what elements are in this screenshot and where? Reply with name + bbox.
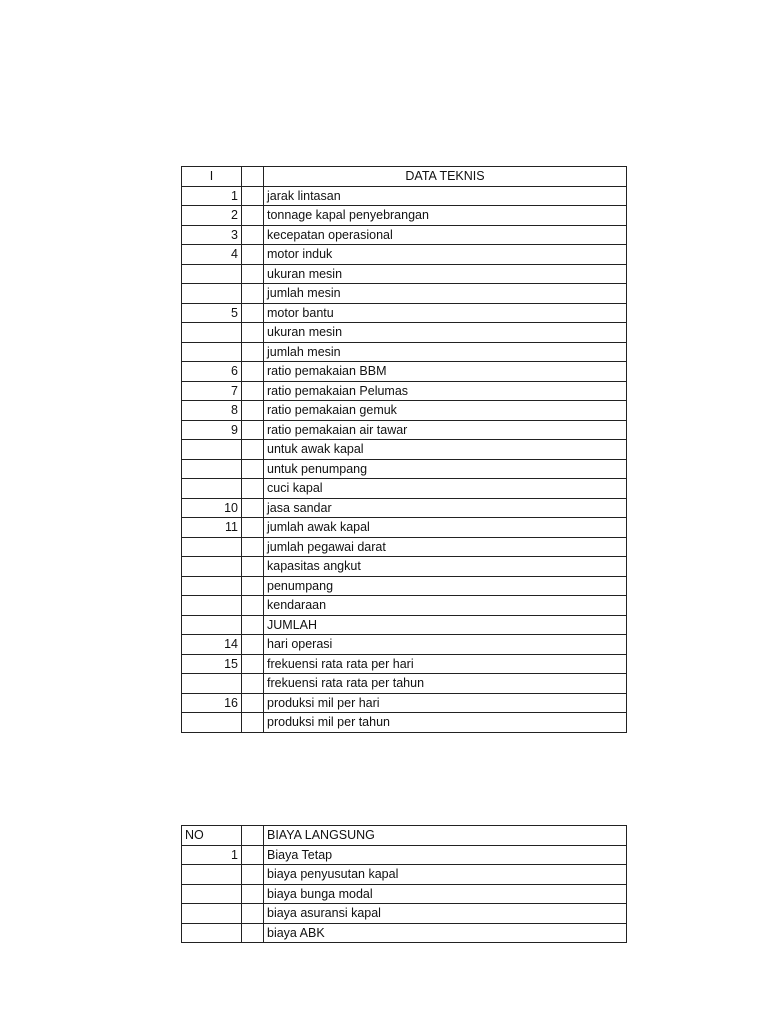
row-number: [182, 923, 242, 943]
header-section-title: BIAYA LANGSUNG: [264, 826, 627, 846]
row-number: [182, 557, 242, 577]
row-item: jasa sandar: [264, 498, 627, 518]
row-item: ratio pemakaian Pelumas: [264, 381, 627, 401]
blank-cell: [242, 303, 264, 323]
table-header-row: [182, 167, 627, 187]
row-item: jarak lintasan: [264, 186, 627, 206]
blank-cell: [242, 186, 264, 206]
blank-cell: [242, 845, 264, 865]
table-row: [182, 537, 627, 557]
row-number: [182, 264, 242, 284]
blank-cell: [242, 713, 264, 733]
row-number: [182, 537, 242, 557]
blank-cell: [242, 420, 264, 440]
row-item: frekuensi rata rata per tahun: [264, 674, 627, 694]
row-item: cuci kapal: [264, 479, 627, 499]
row-number: 9: [182, 420, 242, 440]
blank-cell: [242, 518, 264, 538]
row-item: ukuran mesin: [264, 264, 627, 284]
blank-cell: [242, 381, 264, 401]
table-row: [182, 303, 627, 323]
row-number: 8: [182, 401, 242, 421]
header-section-number: I: [182, 167, 242, 187]
row-item: penumpang: [264, 576, 627, 596]
row-item: jumlah pegawai darat: [264, 537, 627, 557]
row-number: [182, 615, 242, 635]
table-row: [182, 884, 627, 904]
row-number: [182, 674, 242, 694]
table-row: [182, 225, 627, 245]
header-blank-cell: [242, 167, 264, 187]
blank-cell: [242, 693, 264, 713]
blank-cell: [242, 557, 264, 577]
row-number: 1: [182, 845, 242, 865]
blank-cell: [242, 904, 264, 924]
row-item: ratio pemakaian air tawar: [264, 420, 627, 440]
blank-cell: [242, 923, 264, 943]
row-item: biaya asuransi kapal: [264, 904, 627, 924]
row-number: [182, 323, 242, 343]
row-item: kendaraan: [264, 596, 627, 616]
table-row: [182, 557, 627, 577]
blank-cell: [242, 865, 264, 885]
blank-cell: [242, 884, 264, 904]
table-row: [182, 420, 627, 440]
row-number: [182, 440, 242, 460]
row-number: 7: [182, 381, 242, 401]
row-item: ratio pemakaian gemuk: [264, 401, 627, 421]
row-item: kapasitas angkut: [264, 557, 627, 577]
table-row: [182, 845, 627, 865]
row-number: 5: [182, 303, 242, 323]
table-row: [182, 459, 627, 479]
blank-cell: [242, 615, 264, 635]
row-item: JUMLAH: [264, 615, 627, 635]
row-item: biaya bunga modal: [264, 884, 627, 904]
table-row: [182, 576, 627, 596]
blank-cell: [242, 674, 264, 694]
table-row: [182, 440, 627, 460]
table-row: [182, 693, 627, 713]
blank-cell: [242, 537, 264, 557]
row-number: [182, 865, 242, 885]
header-no: NO: [182, 826, 242, 846]
row-number: 6: [182, 362, 242, 382]
table-row: [182, 186, 627, 206]
row-item: jumlah awak kapal: [264, 518, 627, 538]
row-number: [182, 904, 242, 924]
table-row: [182, 381, 627, 401]
blank-cell: [242, 479, 264, 499]
row-number: 4: [182, 245, 242, 265]
row-number: 11: [182, 518, 242, 538]
row-item: produksi mil per tahun: [264, 713, 627, 733]
row-item: produksi mil per hari: [264, 693, 627, 713]
row-item: biaya penyusutan kapal: [264, 865, 627, 885]
table-row: [182, 518, 627, 538]
table-row: [182, 206, 627, 226]
table-row: [182, 245, 627, 265]
row-number: 1: [182, 186, 242, 206]
table-row: [182, 635, 627, 655]
row-number: 10: [182, 498, 242, 518]
biaya-langsung-table: [181, 825, 627, 943]
row-item: hari operasi: [264, 635, 627, 655]
header-blank-cell: [242, 826, 264, 846]
blank-cell: [242, 459, 264, 479]
row-number: [182, 713, 242, 733]
blank-cell: [242, 225, 264, 245]
row-number: [182, 576, 242, 596]
blank-cell: [242, 264, 264, 284]
row-number: 16: [182, 693, 242, 713]
row-item: untuk awak kapal: [264, 440, 627, 460]
blank-cell: [242, 401, 264, 421]
row-number: [182, 596, 242, 616]
row-item: tonnage kapal penyebrangan: [264, 206, 627, 226]
table-row: [182, 401, 627, 421]
blank-cell: [242, 323, 264, 343]
blank-cell: [242, 654, 264, 674]
row-item: frekuensi rata rata per hari: [264, 654, 627, 674]
table-row: [182, 923, 627, 943]
table-row: [182, 615, 627, 635]
row-number: [182, 884, 242, 904]
table-header-row: [182, 826, 627, 846]
row-number: [182, 459, 242, 479]
row-number: 2: [182, 206, 242, 226]
table-row: [182, 713, 627, 733]
header-section-title: DATA TEKNIS: [264, 167, 627, 187]
row-item: jumlah mesin: [264, 342, 627, 362]
blank-cell: [242, 362, 264, 382]
blank-cell: [242, 245, 264, 265]
table-row: [182, 674, 627, 694]
row-item: kecepatan operasional: [264, 225, 627, 245]
table-row: [182, 342, 627, 362]
blank-cell: [242, 498, 264, 518]
row-item: ratio pemakaian BBM: [264, 362, 627, 382]
table-row: [182, 596, 627, 616]
row-item: biaya ABK: [264, 923, 627, 943]
blank-cell: [242, 596, 264, 616]
table-row: [182, 323, 627, 343]
data-teknis-table: [181, 166, 627, 733]
row-number: 15: [182, 654, 242, 674]
table-row: [182, 362, 627, 382]
table-row: [182, 654, 627, 674]
row-item: motor induk: [264, 245, 627, 265]
row-number: [182, 479, 242, 499]
row-number: 14: [182, 635, 242, 655]
blank-cell: [242, 342, 264, 362]
blank-cell: [242, 284, 264, 304]
row-number: [182, 342, 242, 362]
table-row: [182, 264, 627, 284]
row-item: Biaya Tetap: [264, 845, 627, 865]
table-row: [182, 498, 627, 518]
row-item: jumlah mesin: [264, 284, 627, 304]
table-row: [182, 479, 627, 499]
row-item: untuk penumpang: [264, 459, 627, 479]
blank-cell: [242, 206, 264, 226]
row-item: ukuran mesin: [264, 323, 627, 343]
table-row: [182, 904, 627, 924]
blank-cell: [242, 635, 264, 655]
blank-cell: [242, 576, 264, 596]
row-item: motor bantu: [264, 303, 627, 323]
table-row: [182, 284, 627, 304]
table-row: [182, 865, 627, 885]
row-number: 3: [182, 225, 242, 245]
row-number: [182, 284, 242, 304]
blank-cell: [242, 440, 264, 460]
